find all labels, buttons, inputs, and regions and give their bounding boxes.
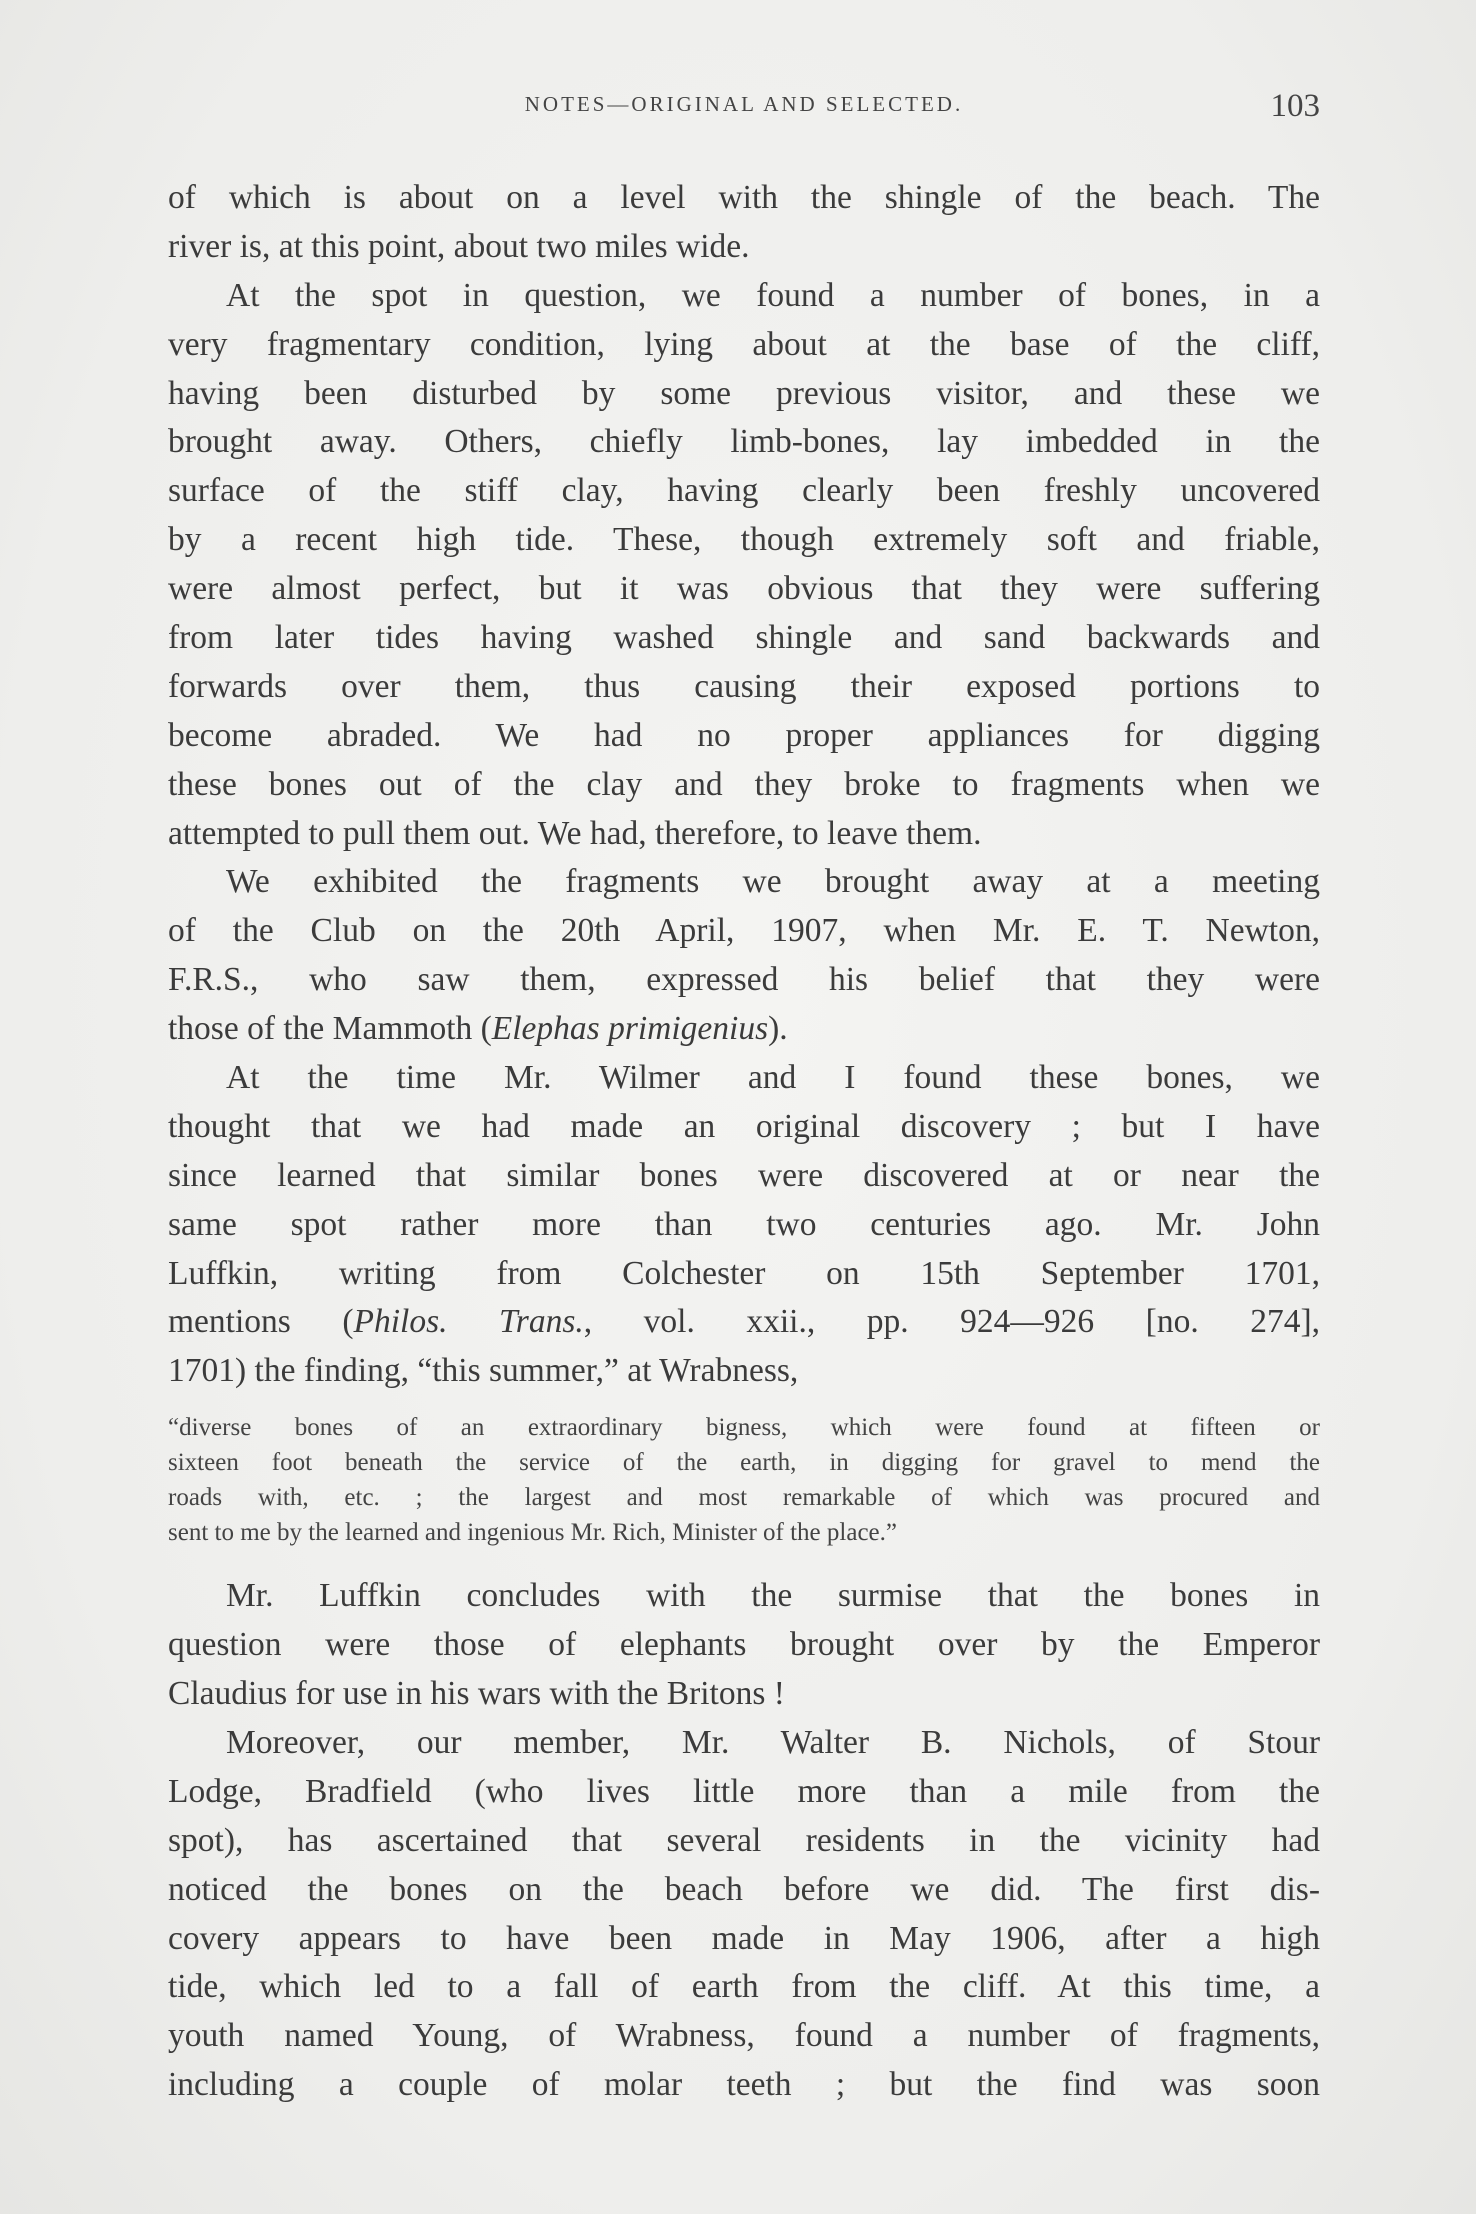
paragraph-start-line: At the spot in question, we found a number of bones, in a — [226, 276, 1320, 314]
paragraph-start-line: We exhibited the fragments we brought away at a meeting — [226, 863, 1320, 901]
paragraph-start-line: At the time Mr. Wilmer and I found these bones, we — [226, 1059, 1320, 1097]
quote-line: roads with, etc. ; the largest and most remarkable of which was procured and — [168, 1484, 1320, 1512]
text-line: F.R.S., who saw them, expressed his belief that they were — [168, 961, 1320, 999]
text-line: from later tides having washed shingle and sand backwards and — [168, 619, 1320, 657]
text-line — [168, 1005, 1320, 1054]
journal-title-italic: Philos. Trans. — [353, 1303, 584, 1341]
text-line: youth named Young, of Wrabness, found a number of fragments, — [168, 2017, 1320, 2055]
paragraph-start-line: Moreover, our member, Mr. Walter B. Nichols, of Stour — [226, 1723, 1320, 1761]
text-line: these bones out of the clay and they broke to fragments when we — [168, 765, 1320, 803]
text-line: covery appears to have been made in May 1906, after a high — [168, 1919, 1320, 1957]
text-line: attempted to pull them out. We had, therefore, to leave them. — [168, 814, 982, 852]
text-line: forwards over them, thus causing their exposed portions to — [168, 667, 1320, 705]
block-quote — [168, 1410, 1320, 1550]
text-line: tide, which led to a fall of earth from the cliff. At this time, a — [168, 1968, 1320, 2006]
text-line: since learned that similar bones were discovered at or near the — [168, 1156, 1320, 1194]
quote-line: “diverse bones of an extraordinary bigness, which were found at fifteen or — [168, 1414, 1320, 1442]
page-number: 103 — [1270, 88, 1320, 124]
text-line: including a couple of molar teeth ; but the find was soon — [168, 2066, 1320, 2104]
text-line: spot), has ascertained that several residents in the vicinity had — [168, 1821, 1320, 1859]
text-line: river is, at this point, about two miles wide. — [168, 227, 750, 265]
species-name-italic: Elephas primigenius — [491, 1010, 769, 1048]
body-text — [168, 174, 1320, 2110]
text-line: very fragmentary condition, lying about at the base of the cliff, — [168, 325, 1320, 363]
text-segment: , vol. xxii., pp. 924—926 [no. 274], — [583, 1303, 1320, 1341]
text-line: noticed the bones on the beach before we did. The first dis- — [168, 1870, 1320, 1908]
text-line: were almost perfect, but it was obvious that they were suffering — [168, 570, 1320, 608]
text-line: brought away. Others, chiefly limb-bones, lay imbedded in the — [168, 423, 1320, 461]
text-segment: mentions ( — [168, 1303, 354, 1341]
text-segment: those of the Mammoth ( — [168, 1010, 492, 1048]
quote-line: sent to me by the learned and ingenious Mr. Rich, Minister of the place.” — [168, 1519, 897, 1547]
text-line: question were those of elephants brought over by the Emperor — [168, 1626, 1320, 1664]
text-line: of the Club on the 20th April, 1907, when Mr. E. T. Newton, — [168, 912, 1320, 950]
text-line: by a recent high tide. These, though extremely soft and friable, — [168, 521, 1320, 559]
text-line: become abraded. We had no proper appliances for digging — [168, 716, 1320, 754]
text-line: surface of the stiff clay, having clearly been freshly uncovered — [168, 472, 1320, 510]
text-line: 1701) the finding, “this summer,” at Wrabness, — [168, 1352, 799, 1390]
text-line: thought that we had made an original discovery ; but I have — [168, 1107, 1320, 1145]
text-line: Lodge, Bradfield (who lives little more than a mile from the — [168, 1772, 1320, 1810]
text-line: having been disturbed by some previous visitor, and these we — [168, 374, 1320, 412]
paragraph-start-line: Mr. Luffkin concludes with the surmise that the bones in — [226, 1577, 1320, 1615]
text-line: of which is about on a level with the shingle of the beach. The — [168, 179, 1320, 216]
text-segment: ). — [768, 1010, 788, 1048]
running-head — [168, 88, 1320, 128]
text-line: Luffkin, writing from Colchester on 15th September 1701, — [168, 1254, 1320, 1292]
quote-line: sixteen foot beneath the service of the earth, in digging for gravel to mend the — [168, 1449, 1320, 1477]
running-title: NOTES—ORIGINAL AND SELECTED. — [524, 92, 964, 116]
text-line: same spot rather more than two centuries ago. Mr. John — [168, 1205, 1320, 1243]
text-line: Claudius for use in his wars with the Britons ! — [168, 1675, 785, 1713]
text-line — [168, 1298, 1320, 1347]
